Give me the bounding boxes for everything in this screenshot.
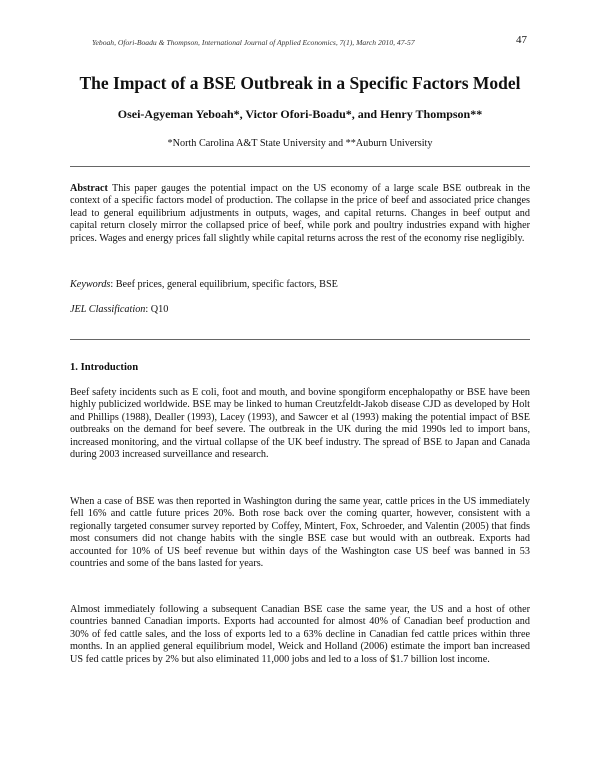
paper-title: The Impact of a BSE Outbreak in a Specific Factors Model (79, 73, 521, 93)
keywords: Keywords: Beef prices, general equilibrium, specific factors, BSE (70, 279, 338, 290)
running-head: Yeboah, Ofori-Boadu & Thompson, International Journal of Applied Economics, 7(1), March 2010, 47-57 (92, 38, 415, 47)
top-divider (70, 166, 530, 167)
jel-code: Q10 (150, 304, 169, 315)
page-number: 47 (516, 34, 527, 46)
body-paragraph: Almost immediately following a subsequent Canadian BSE case the same year, the US and a host of other countries banned Canadian imports. Exports had accounted for almost 40% of Canadian beef production and 30% of fed cattle sales, and the loss of exports led to a 63% decline in Canadian fed cattle prices within three months. In an applied general equilibrium model, Weick and Holland (2006) estimate the import ban increased US fed cattle prices by 2% but also eliminated 11,000 jobs and led to a loss of $1.7 billion lost income. (70, 604, 530, 665)
abstract (70, 183, 530, 245)
bottom-divider (70, 339, 530, 340)
keywords-text: Beef prices, general equilibrium, specific factors, BSE (115, 279, 338, 290)
jel-label: JEL Classification (70, 304, 146, 315)
keywords-label: Keywords (70, 279, 111, 290)
abstract-text: This paper gauges the potential impact on the US economy of a large scale BSE outbreak in the context of a specific factors model of production. The collapse in the price of beef and associated price changes lead to general equilibrium adjustments in outputs, wages, and capital returns. Changes in beef output and capital return closely mirror the collapsed price of beef, while pork and poultry industries expand with higher prices. Wages and energy prices fall slightly while capital returns across the rest of the economy rise negligibly. (70, 183, 531, 244)
affiliations: *North Carolina A&T State University and **Auburn University (167, 138, 433, 149)
jel-classification: JEL Classification: Q10 (70, 304, 169, 315)
section-heading: 1. Introduction (70, 362, 139, 373)
author-list: Osei-Agyeman Yeboah*, Victor Ofori-Boadu*, and Henry Thompson** (117, 107, 483, 121)
body-paragraph: When a case of BSE was then reported in Washington during the same year, cattle prices in the US immediately fell 16% and cattle future prices 20%. Both rose back over the coming quarter, however, consistent with a regionally targeted consumer survey reported by Coffey, Mintert, Fox, Schroeder, and Valentin (2005) that finds most consumers did not change habits with the single BSE case but would with an outbreak. Exports had accounted for 10% of US beef revenue but within days of the Washington case US beef was banned in 53 countries and some of the bans lasted for years. (70, 496, 530, 570)
abstract-label: Abstract (70, 183, 108, 194)
body-paragraph: Beef safety incidents such as E coli, foot and mouth, and bovine spongiform encephalopathy or BSE have been highly publicized worldwide. BSE may be linked to human Creutzfeldt-Jakob disease CJD as developed by Holt and Phillips (1988), Dealler (1993), Lacey (1993), and Sawcer et al (1993) making the potential impact of BSE outbreaks on the demand for beef severe. The outbreak in the UK during the mid 1990s led to import bans, increased monitoring, and the virtual collapse of the UK beef industry. The spread of BSE to Japan and Canada during 2003 increased surveillance and research. (70, 387, 530, 461)
